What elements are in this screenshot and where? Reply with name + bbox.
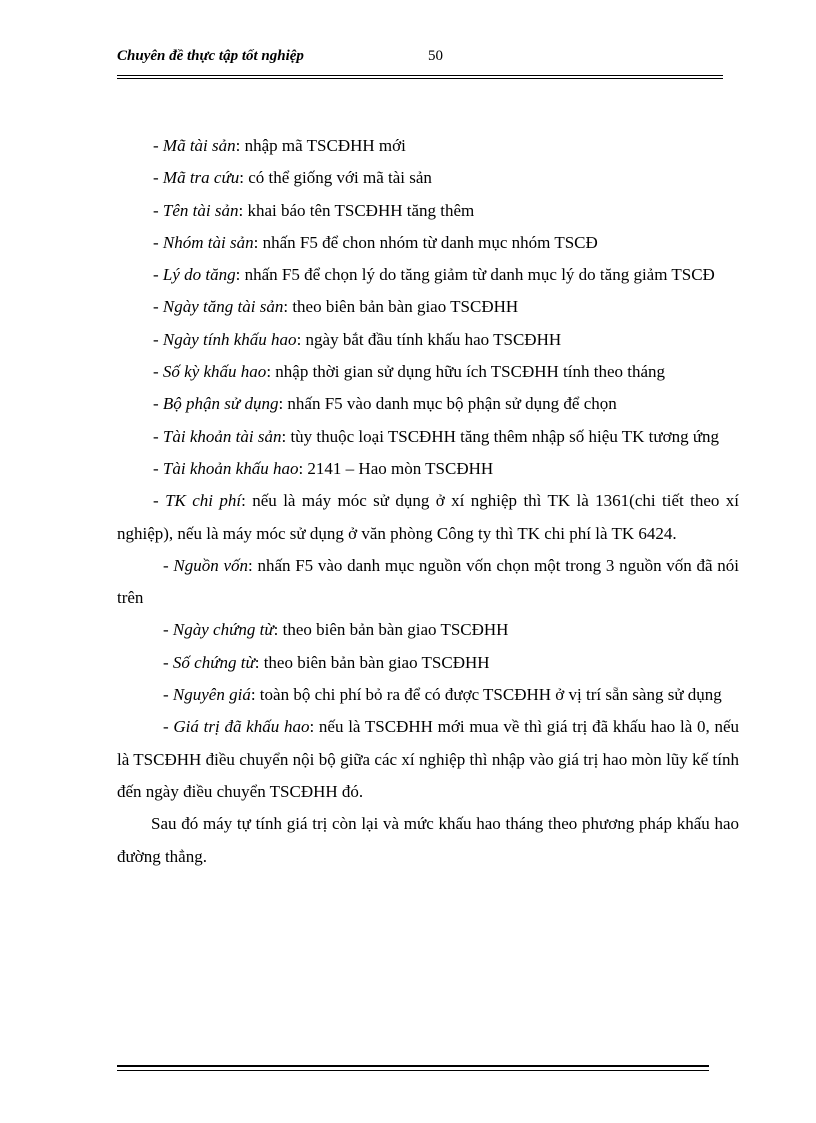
list-item: - Giá trị đã khấu hao: nếu là TSCĐHH mới mua về thì giá trị đã khấu hao là 0, nếu là TSCĐHH điều chuyển nội bộ giữa các xí nghiệp thì nhập vào giá trị hao mòn lũy kế tính đến ngày điều chuyển TSCĐHH đó. (117, 717, 740, 801)
list-item: - Số kỳ khấu hao: nhập thời gian sử dụng hữu ích TSCĐHH tính theo tháng (153, 362, 666, 382)
document-body (117, 130, 739, 873)
list-item: - Nguồn vốn: nhấn F5 vào danh mục nguồn vốn chọn một trong 3 nguồn vốn đã nói trên (117, 555, 739, 608)
header-title: Chuyên đề thực tập tốt nghiệp (117, 48, 304, 64)
list-item: - Ngày tính khấu hao: ngày bắt đầu tính khấu hao TSCĐHH (153, 329, 562, 349)
list-item: - Mã tra cứu: có thể giống với mã tài sản (153, 168, 432, 188)
list-item: - Mã tài sản: nhập mã TSCĐHH mới (153, 136, 406, 155)
footer-rule (117, 1070, 709, 1071)
list-item: - Số chứng từ: theo biên bản bàn giao TSCĐHH (163, 652, 490, 672)
list-item: - Ngày tăng tài sản: theo biên bản bàn giao TSCĐHH (153, 297, 519, 317)
page-number: 50 (428, 48, 443, 64)
list-item: - Tài khoản khấu hao: 2141 – Hao mòn TSCĐHH (153, 458, 494, 478)
list-item: - Nguyên giá: toàn bộ chi phí bỏ ra để có được TSCĐHH ở vị trí sẵn sàng sử dụng (163, 685, 722, 705)
list-item: - Lý do tăng: nhấn F5 để chọn lý do tăng giảm từ danh mục lý do tăng giảm TSCĐ (153, 265, 715, 285)
list-item: - Tài khoản tài sản: tùy thuộc loại TSCĐHH tăng thêm nhập số hiệu TK tương ứng (153, 426, 720, 446)
list-item: - Nhóm tài sản: nhấn F5 để chon nhóm từ danh mục nhóm TSCĐ (153, 232, 598, 252)
list-item: - Bộ phận sử dụng: nhấn F5 vào danh mục bộ phận sử dụng để chọn (153, 394, 617, 414)
header-rule (117, 75, 723, 76)
closing-paragraph: Sau đó máy tự tính giá trị còn lại và mức khấu hao tháng theo phương pháp khấu hao đường thẳng. (117, 814, 739, 866)
footer-rule (117, 1065, 709, 1067)
list-item: - Tên tài sản: khai báo tên TSCĐHH tăng thêm (153, 200, 475, 220)
page-header (117, 48, 723, 70)
list-item: - TK chi phí: nếu là máy móc sử dụng ở xí nghiệp thì TK là 1361(chi tiết theo xí nghiệp), nếu là máy móc sử dụng ở văn phòng Công ty thì TK chi phí là TK 6424. (117, 491, 739, 543)
header-rule (117, 78, 723, 79)
list-item: - Ngày chứng từ: theo biên bản bàn giao TSCĐHH (163, 620, 509, 640)
